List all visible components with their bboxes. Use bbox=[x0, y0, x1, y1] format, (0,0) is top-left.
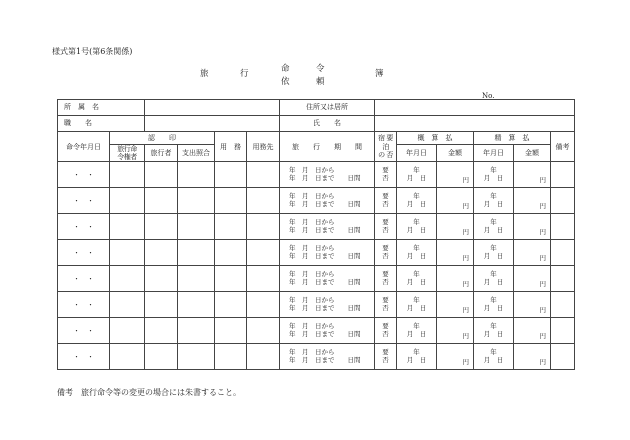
estimate-amount-cell[interactable]: 円 bbox=[437, 214, 474, 240]
destination-cell[interactable] bbox=[247, 162, 280, 188]
business-header: 用 務 bbox=[215, 132, 247, 162]
settlement-date-cell[interactable]: 年 月 日 bbox=[474, 318, 514, 344]
traveler-seal-cell[interactable] bbox=[145, 292, 178, 318]
settlement-header: 精 算 払 bbox=[474, 132, 551, 145]
order-date-cell[interactable]: ・ ・ bbox=[58, 344, 110, 370]
remarks-cell[interactable] bbox=[551, 188, 575, 214]
business-cell[interactable] bbox=[215, 292, 247, 318]
footnote: 備考 旅行命令等の変更の場合には朱書すること。 bbox=[57, 388, 241, 397]
lodging-cell[interactable]: 要 否 bbox=[375, 188, 397, 214]
traveler-seal-cell[interactable] bbox=[145, 318, 178, 344]
title-char-bo: 簿 bbox=[375, 69, 384, 79]
destination-cell[interactable] bbox=[247, 292, 280, 318]
traveler-seal-cell[interactable] bbox=[145, 188, 178, 214]
traveler-seal-cell[interactable] bbox=[145, 162, 178, 188]
table-row bbox=[58, 162, 575, 188]
name-label: 氏 名 bbox=[280, 116, 375, 132]
traveler-seal-cell[interactable] bbox=[145, 214, 178, 240]
estimate-date-cell[interactable]: 年 月 日 bbox=[397, 292, 437, 318]
settlement-amount-cell[interactable]: 円 bbox=[514, 266, 551, 292]
lodging-cell[interactable]: 要 否 bbox=[375, 318, 397, 344]
lodging-cell[interactable]: 要 否 bbox=[375, 214, 397, 240]
estimate-date-cell[interactable]: 年 月 日 bbox=[397, 188, 437, 214]
residence-value[interactable] bbox=[375, 100, 575, 116]
destination-cell[interactable] bbox=[247, 214, 280, 240]
business-cell[interactable] bbox=[215, 344, 247, 370]
destination-header: 用務先 bbox=[247, 132, 280, 162]
period-cell[interactable]: 年 月 日から 年 月 日まで 日間 bbox=[280, 292, 375, 318]
payment-seal-cell[interactable] bbox=[178, 266, 215, 292]
settlement-date-cell[interactable]: 年 月 日 bbox=[474, 188, 514, 214]
payment-check-header: 支出照合 bbox=[178, 145, 215, 162]
settlement-amount-cell[interactable]: 円 bbox=[514, 188, 551, 214]
estimate-date-cell[interactable]: 年 月 日 bbox=[397, 344, 437, 370]
table-row bbox=[58, 266, 575, 292]
order-rows bbox=[58, 162, 575, 370]
authority-seal-cell[interactable] bbox=[110, 162, 145, 188]
settlement-date-header: 年月日 bbox=[474, 145, 514, 162]
order-date-cell[interactable]: ・ ・ bbox=[58, 214, 110, 240]
remarks-cell[interactable] bbox=[551, 318, 575, 344]
destination-cell[interactable] bbox=[247, 344, 280, 370]
settlement-amount-cell[interactable]: 円 bbox=[514, 162, 551, 188]
estimate-date-cell[interactable]: 年 月 日 bbox=[397, 318, 437, 344]
estimate-date-cell[interactable]: 年 月 日 bbox=[397, 162, 437, 188]
affiliation-value[interactable] bbox=[145, 100, 280, 116]
order-date-cell[interactable]: ・ ・ bbox=[58, 318, 110, 344]
traveler-header: 旅行者 bbox=[145, 145, 178, 162]
table-row bbox=[58, 188, 575, 214]
lodging-cell[interactable]: 要 否 bbox=[375, 344, 397, 370]
estimate-amount-cell[interactable]: 円 bbox=[437, 266, 474, 292]
authority-seal-cell[interactable] bbox=[110, 240, 145, 266]
settlement-date-cell[interactable]: 年 月 日 bbox=[474, 214, 514, 240]
traveler-seal-cell[interactable] bbox=[145, 344, 178, 370]
remarks-header: 備考 bbox=[551, 132, 575, 162]
payment-seal-cell[interactable] bbox=[178, 318, 215, 344]
business-cell[interactable] bbox=[215, 162, 247, 188]
estimate-date-cell[interactable]: 年 月 日 bbox=[397, 240, 437, 266]
settlement-date-cell[interactable]: 年 月 日 bbox=[474, 344, 514, 370]
title-char-rei: 令 bbox=[316, 64, 325, 74]
column-header-row-1 bbox=[58, 132, 575, 145]
table-row bbox=[58, 292, 575, 318]
period-cell[interactable]: 年 月 日から 年 月 日まで 日間 bbox=[280, 344, 375, 370]
destination-cell[interactable] bbox=[247, 188, 280, 214]
estimate-amount-cell[interactable]: 円 bbox=[437, 240, 474, 266]
settlement-date-cell[interactable]: 年 月 日 bbox=[474, 266, 514, 292]
order-date-cell[interactable]: ・ ・ bbox=[58, 240, 110, 266]
lodging-cell[interactable]: 要 否 bbox=[375, 292, 397, 318]
settlement-amount-cell[interactable]: 円 bbox=[514, 240, 551, 266]
seal-header: 認 印 bbox=[110, 132, 215, 145]
payment-seal-cell[interactable] bbox=[178, 292, 215, 318]
period-cell[interactable]: 年 月 日から 年 月 日まで 日間 bbox=[280, 266, 375, 292]
authority-header: 旅行命 令権者 bbox=[110, 145, 145, 162]
affiliation-label: 所 属 名 bbox=[58, 100, 145, 116]
estimate-date-cell[interactable]: 年 月 日 bbox=[397, 214, 437, 240]
position-label: 職 名 bbox=[58, 116, 145, 132]
lodging-cell[interactable]: 要 否 bbox=[375, 162, 397, 188]
settlement-amount-cell[interactable]: 円 bbox=[514, 318, 551, 344]
order-date-cell[interactable]: ・ ・ bbox=[58, 162, 110, 188]
estimate-amount-cell[interactable]: 円 bbox=[437, 318, 474, 344]
affiliation-row bbox=[58, 100, 575, 116]
business-cell[interactable] bbox=[215, 240, 247, 266]
order-date-header: 命令年月日 bbox=[58, 132, 110, 162]
number-label: No. bbox=[482, 92, 495, 100]
estimate-amount-cell[interactable]: 円 bbox=[437, 188, 474, 214]
settlement-amount-cell[interactable]: 円 bbox=[514, 344, 551, 370]
authority-seal-cell[interactable] bbox=[110, 318, 145, 344]
period-cell[interactable]: 年 月 日から 年 月 日まで 日間 bbox=[280, 214, 375, 240]
remarks-cell[interactable] bbox=[551, 240, 575, 266]
estimate-date-cell[interactable]: 年 月 日 bbox=[397, 266, 437, 292]
settlement-date-cell[interactable]: 年 月 日 bbox=[474, 240, 514, 266]
traveler-seal-cell[interactable] bbox=[145, 266, 178, 292]
payment-seal-cell[interactable] bbox=[178, 240, 215, 266]
remarks-cell[interactable] bbox=[551, 214, 575, 240]
authority-seal-cell[interactable] bbox=[110, 214, 145, 240]
period-cell[interactable]: 年 月 日から 年 月 日まで 日間 bbox=[280, 318, 375, 344]
name-value[interactable] bbox=[375, 116, 575, 132]
residence-label: 住所又は居所 bbox=[280, 100, 375, 116]
table-row bbox=[58, 214, 575, 240]
authority-seal-cell[interactable] bbox=[110, 292, 145, 318]
period-cell[interactable]: 年 月 日から 年 月 日まで 日間 bbox=[280, 240, 375, 266]
title-char-mei: 命 bbox=[281, 64, 290, 74]
estimate-amount-header: 金額 bbox=[437, 145, 474, 162]
remarks-cell[interactable] bbox=[551, 292, 575, 318]
business-cell[interactable] bbox=[215, 266, 247, 292]
period-cell[interactable]: 年 月 日から 年 月 日まで 日間 bbox=[280, 162, 375, 188]
authority-seal-cell[interactable] bbox=[110, 266, 145, 292]
authority-seal-cell[interactable] bbox=[110, 188, 145, 214]
settlement-amount-cell[interactable]: 円 bbox=[514, 214, 551, 240]
remarks-cell[interactable] bbox=[551, 344, 575, 370]
title-char-ko: 行 bbox=[240, 69, 249, 79]
remarks-cell[interactable] bbox=[551, 266, 575, 292]
lodging-cell[interactable]: 要 否 bbox=[375, 240, 397, 266]
period-cell[interactable]: 年 月 日から 年 月 日まで 日間 bbox=[280, 188, 375, 214]
settlement-date-cell[interactable]: 年 月 日 bbox=[474, 162, 514, 188]
traveler-seal-cell[interactable] bbox=[145, 240, 178, 266]
destination-cell[interactable] bbox=[247, 318, 280, 344]
title-char-i: 依 bbox=[281, 77, 290, 87]
estimate-amount-cell[interactable]: 円 bbox=[437, 292, 474, 318]
payment-seal-cell[interactable] bbox=[178, 344, 215, 370]
position-value[interactable] bbox=[145, 116, 280, 132]
estimate-amount-cell[interactable]: 円 bbox=[437, 162, 474, 188]
destination-cell[interactable] bbox=[247, 266, 280, 292]
travel-order-table bbox=[57, 99, 575, 370]
period-header: 旅 行 期 間 bbox=[280, 132, 375, 162]
settlement-amount-header: 金額 bbox=[514, 145, 551, 162]
estimate-date-header: 年月日 bbox=[397, 145, 437, 162]
destination-cell[interactable] bbox=[247, 240, 280, 266]
settlement-amount-cell[interactable]: 円 bbox=[514, 292, 551, 318]
form-number: 様式第1号(第6条関係) bbox=[52, 47, 133, 56]
authority-seal-cell[interactable] bbox=[110, 344, 145, 370]
position-row bbox=[58, 116, 575, 132]
settlement-date-cell[interactable]: 年 月 日 bbox=[474, 292, 514, 318]
title-char-rai: 頼 bbox=[316, 77, 325, 87]
estimate-header: 概 算 払 bbox=[397, 132, 474, 145]
business-cell[interactable] bbox=[215, 214, 247, 240]
lodging-cell[interactable]: 要 否 bbox=[375, 266, 397, 292]
table-row bbox=[58, 240, 575, 266]
order-date-cell[interactable]: ・ ・ bbox=[58, 266, 110, 292]
table-row bbox=[58, 344, 575, 370]
payment-seal-cell[interactable] bbox=[178, 188, 215, 214]
payment-seal-cell[interactable] bbox=[178, 162, 215, 188]
business-cell[interactable] bbox=[215, 318, 247, 344]
table-row bbox=[58, 318, 575, 344]
estimate-amount-cell[interactable]: 円 bbox=[437, 344, 474, 370]
order-date-cell[interactable]: ・ ・ bbox=[58, 188, 110, 214]
remarks-cell[interactable] bbox=[551, 162, 575, 188]
business-cell[interactable] bbox=[215, 188, 247, 214]
payment-seal-cell[interactable] bbox=[178, 214, 215, 240]
lodging-header: 宿 要 泊 の 否 bbox=[375, 132, 397, 162]
title-char-ryo: 旅 bbox=[200, 69, 209, 79]
order-date-cell[interactable]: ・ ・ bbox=[58, 292, 110, 318]
